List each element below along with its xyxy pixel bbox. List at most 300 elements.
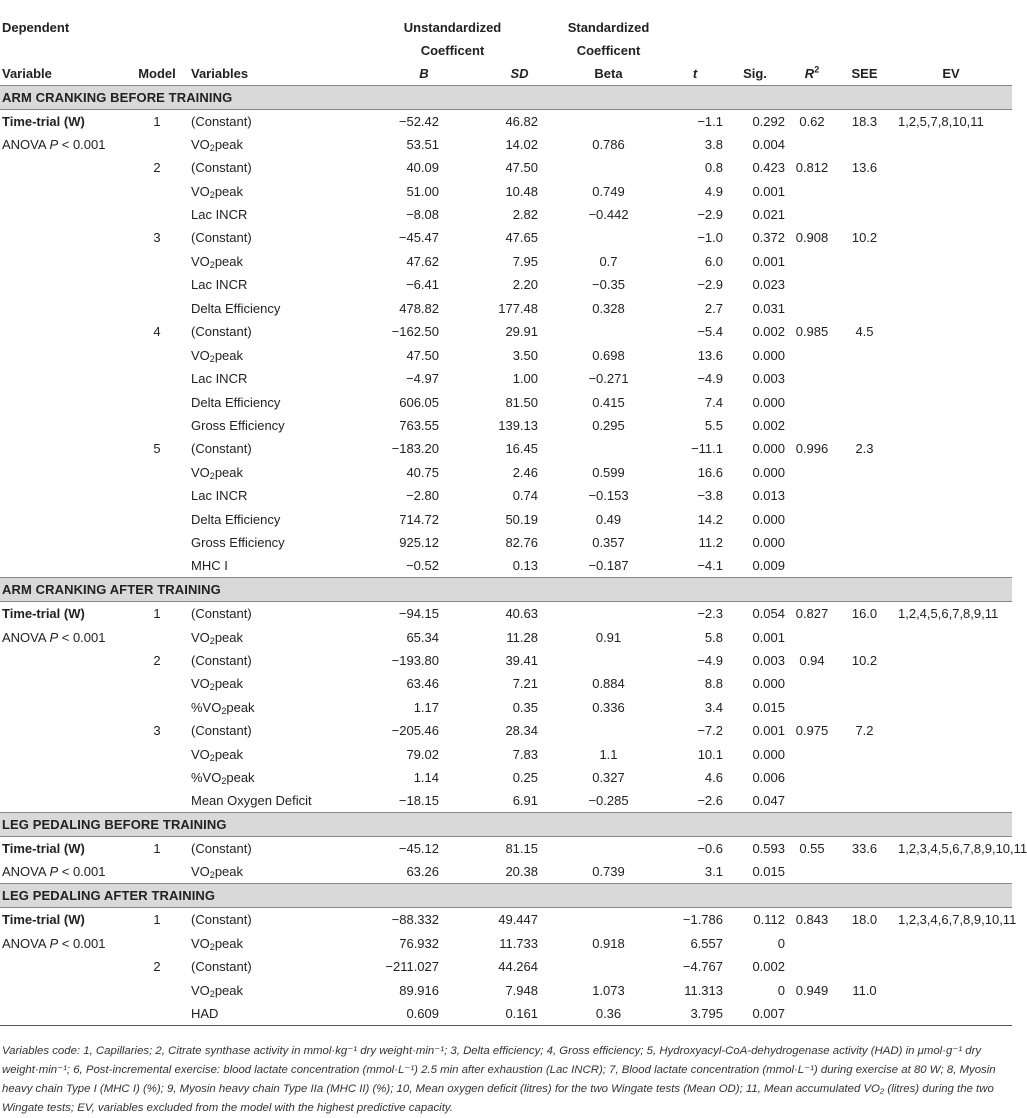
t-value: 11.313 xyxy=(684,982,723,998)
coef-beta xyxy=(552,719,665,742)
coef-beta: 0.918 xyxy=(592,935,625,951)
coef-b: −52.42 xyxy=(398,113,439,129)
coef-beta xyxy=(552,320,665,343)
variable: (Constant) xyxy=(191,324,252,340)
model xyxy=(131,484,183,507)
model xyxy=(131,531,183,554)
table-row xyxy=(0,133,1012,156)
excluded-variables xyxy=(890,437,1012,460)
variable: $VO_2peak$ xyxy=(191,183,244,200)
sig-value: 0.002 xyxy=(752,324,785,340)
see-value xyxy=(839,297,890,320)
variable: (Constant) xyxy=(191,653,252,669)
coef-beta xyxy=(552,156,665,179)
table-row xyxy=(0,531,1012,554)
r2-value xyxy=(785,343,839,366)
excluded-variables xyxy=(890,297,1012,320)
dependent-cell xyxy=(0,250,131,273)
coef-sd: 2.20 xyxy=(512,277,538,293)
variable: $VO_2peak$ xyxy=(191,982,244,999)
header-sd: SD xyxy=(510,65,529,81)
excluded-variables xyxy=(890,955,1012,978)
t-value: −11.1 xyxy=(691,441,723,457)
coef-sd: 39.41 xyxy=(505,653,538,669)
table-row xyxy=(0,437,1012,460)
model xyxy=(131,554,183,578)
model xyxy=(131,1002,183,1026)
table-row xyxy=(0,343,1012,366)
dependent-cell xyxy=(0,531,131,554)
sig-value: 0.000 xyxy=(752,746,785,762)
dependent-cell xyxy=(0,508,131,531)
table-row xyxy=(0,860,1012,884)
see-value: 7.2 xyxy=(855,723,874,739)
coef-beta: 0.739 xyxy=(592,864,625,880)
model xyxy=(131,343,183,366)
coef-sd: 11.733 xyxy=(499,935,538,951)
coef-b: 79.02 xyxy=(406,746,439,762)
variable: $VO_2peak$ xyxy=(191,935,244,952)
dependent-cell xyxy=(0,343,131,366)
t-value: 6.557 xyxy=(690,935,723,951)
dependent-cell xyxy=(0,743,131,766)
see-value xyxy=(839,390,890,413)
section-header xyxy=(0,578,1012,602)
see-value xyxy=(839,179,890,202)
excluded-variables xyxy=(890,133,1012,156)
coef-b: 763.55 xyxy=(399,417,439,433)
table-row xyxy=(0,766,1012,789)
t-value: −0.6 xyxy=(697,841,723,857)
coef-sd: 40.63 xyxy=(505,606,538,622)
dependent-cell xyxy=(0,437,131,460)
coef-sd: 177.48 xyxy=(498,300,538,316)
table-row xyxy=(0,978,1012,1001)
see-value: 33.6 xyxy=(851,841,878,857)
t-value: 3.795 xyxy=(690,1005,723,1021)
table-row xyxy=(0,414,1012,437)
dependent-cell xyxy=(0,156,131,179)
see-value xyxy=(839,789,890,813)
sig-value: 0.372 xyxy=(752,230,785,246)
header-variables: Variables xyxy=(191,65,249,81)
r2-value xyxy=(785,461,839,484)
sig-value: 0.112 xyxy=(753,912,785,928)
model: 4 xyxy=(153,324,161,340)
excluded-variables xyxy=(890,320,1012,343)
t-value: −4.9 xyxy=(697,653,723,669)
sig-value: 0.021 xyxy=(752,207,785,223)
model xyxy=(131,297,183,320)
see-value xyxy=(839,508,890,531)
r2-value xyxy=(785,1002,839,1026)
coef-sd: 81.15 xyxy=(505,841,538,857)
sig-value: 0.023 xyxy=(752,277,785,293)
dependent-cell xyxy=(0,273,131,296)
section-header xyxy=(0,813,1012,837)
sig-value: 0.054 xyxy=(752,606,785,622)
model xyxy=(131,273,183,296)
variable: Lac INCR xyxy=(191,277,248,293)
dependent-cell xyxy=(0,226,131,249)
dependent-cell xyxy=(0,978,131,1001)
coef-sd: 82.76 xyxy=(505,535,538,551)
coef-beta: 1.073 xyxy=(592,982,625,998)
coef-b: −45.12 xyxy=(398,841,439,857)
coef-beta: 0.786 xyxy=(592,136,625,152)
t-value: 8.8 xyxy=(704,676,723,692)
t-value: 3.4 xyxy=(704,699,723,715)
coef-sd: 10.48 xyxy=(505,183,538,199)
variable: Gross Efficiency xyxy=(191,417,285,433)
r2-value: 0.949 xyxy=(795,982,829,998)
variable: (Constant) xyxy=(191,912,252,928)
dependent-cell xyxy=(0,719,131,742)
coef-b: −94.15 xyxy=(398,606,439,622)
r2-value xyxy=(785,743,839,766)
coef-beta: −0.187 xyxy=(588,558,629,574)
model xyxy=(131,860,183,884)
table-row xyxy=(0,320,1012,343)
coef-b: 47.50 xyxy=(406,347,439,363)
dependent-cell xyxy=(0,390,131,413)
t-value: 0.8 xyxy=(704,160,723,176)
r2-value xyxy=(785,766,839,789)
model xyxy=(131,508,183,531)
model: 1 xyxy=(153,841,161,857)
see-value xyxy=(839,672,890,695)
coef-beta: 0.36 xyxy=(595,1005,622,1021)
sig-value: 0.002 xyxy=(752,417,785,433)
r2-value xyxy=(785,931,839,954)
coef-beta: 1.1 xyxy=(599,746,618,762)
r2-value: 0.55 xyxy=(799,841,825,857)
header-t: t xyxy=(692,65,698,81)
model xyxy=(131,672,183,695)
coef-beta: 0.357 xyxy=(592,535,625,551)
variable: (Constant) xyxy=(191,160,252,176)
t-value: 2.7 xyxy=(704,300,723,316)
variable: HAD xyxy=(191,1005,219,1021)
coef-b: 40.09 xyxy=(406,160,439,176)
see-value: 18.3 xyxy=(851,113,878,129)
excluded-variables: 1,2,3,4,5,6,7,8,9,10,11 xyxy=(898,841,1027,857)
coef-beta: 0.749 xyxy=(592,183,625,199)
variable: Gross Efficiency xyxy=(191,535,285,551)
dependent-cell xyxy=(0,414,131,437)
dependent-cell xyxy=(0,554,131,578)
excluded-variables xyxy=(890,766,1012,789)
section-title: ARM CRANKING AFTER TRAINING xyxy=(0,578,1012,602)
sig-value: 0.593 xyxy=(752,841,785,857)
header-b: B xyxy=(419,65,429,81)
excluded-variables xyxy=(890,931,1012,954)
dependent-cell xyxy=(0,179,131,202)
coef-sd: 2.82 xyxy=(512,207,538,223)
r2-value: 0.985 xyxy=(795,324,829,340)
variable: (Constant) xyxy=(191,959,252,975)
table-row xyxy=(0,672,1012,695)
excluded-variables xyxy=(890,978,1012,1001)
table-row xyxy=(0,203,1012,226)
sig-value: 0.003 xyxy=(752,371,785,387)
sig-value: 0.000 xyxy=(752,464,785,480)
dependent-cell: Time-trial (W) xyxy=(2,606,85,622)
table-row xyxy=(0,696,1012,719)
sig-value: 0.015 xyxy=(752,699,785,715)
see-value xyxy=(839,203,890,226)
excluded-variables xyxy=(890,860,1012,884)
model: 3 xyxy=(153,723,161,739)
header-see: SEE xyxy=(851,65,878,81)
section-title: ARM CRANKING BEFORE TRAINING xyxy=(0,85,1012,109)
see-value: 13.6 xyxy=(851,160,878,176)
coef-beta xyxy=(552,908,665,932)
coef-sd: 7.948 xyxy=(505,982,538,998)
coef-b: 1.17 xyxy=(413,699,439,715)
t-value: −3.8 xyxy=(697,488,723,504)
t-value: 16.6 xyxy=(697,464,723,480)
coef-beta: 0.698 xyxy=(592,347,625,363)
variable: Delta Efficiency xyxy=(191,394,281,410)
table-row xyxy=(0,508,1012,531)
see-value: 4.5 xyxy=(855,324,874,340)
coef-beta: 0.415 xyxy=(592,394,625,410)
dependent-cell xyxy=(0,320,131,343)
table-row xyxy=(0,297,1012,320)
model: 5 xyxy=(153,441,161,457)
coef-sd: 2.46 xyxy=(512,464,538,480)
header-standardized: Standardized Coefficent Beta xyxy=(552,0,665,85)
sig-value: 0.013 xyxy=(752,488,785,504)
sig-value: 0.000 xyxy=(752,535,785,551)
dependent-cell: ANOVA P < 0.001 xyxy=(2,935,106,951)
table-row xyxy=(0,109,1012,133)
t-value: −5.4 xyxy=(697,324,723,340)
table-row xyxy=(0,461,1012,484)
dependent-cell xyxy=(0,203,131,226)
excluded-variables xyxy=(890,508,1012,531)
r2-value xyxy=(785,789,839,813)
r2-value xyxy=(785,297,839,320)
table-row xyxy=(0,226,1012,249)
table-row xyxy=(0,743,1012,766)
dependent-cell: Time-trial (W) xyxy=(2,113,85,129)
sig-value: 0.001 xyxy=(752,253,785,269)
coef-b: −193.80 xyxy=(391,653,439,669)
coef-sd: 0.13 xyxy=(512,558,538,574)
dependent-cell xyxy=(0,789,131,813)
table-row xyxy=(0,837,1012,861)
header-beta: Beta xyxy=(594,65,623,81)
t-value: 13.6 xyxy=(697,347,723,363)
variable: (Constant) xyxy=(191,606,252,622)
excluded-variables xyxy=(890,554,1012,578)
t-value: 6.0 xyxy=(704,253,723,269)
r2-value xyxy=(785,390,839,413)
r2-value xyxy=(785,250,839,273)
sig-value: 0.000 xyxy=(752,441,785,457)
coef-b: −211.027 xyxy=(385,959,439,975)
coef-sd: 49.447 xyxy=(498,912,538,928)
model xyxy=(131,461,183,484)
coef-beta: 0.7 xyxy=(599,253,618,269)
coef-beta: −0.271 xyxy=(588,371,629,387)
t-value: −4.767 xyxy=(682,959,723,975)
sig-value: 0.292 xyxy=(752,113,785,129)
r2-value xyxy=(785,508,839,531)
coef-sd: 0.35 xyxy=(512,699,538,715)
excluded-variables xyxy=(890,226,1012,249)
variable: $\%VO_2peak$ xyxy=(191,770,255,787)
sig-value: 0.000 xyxy=(752,511,785,527)
coef-sd: 1.00 xyxy=(512,371,538,387)
dependent-cell: ANOVA P < 0.001 xyxy=(2,864,106,880)
excluded-variables xyxy=(890,484,1012,507)
table-row xyxy=(0,931,1012,954)
excluded-variables xyxy=(890,250,1012,273)
table-row xyxy=(0,719,1012,742)
sig-value: 0.006 xyxy=(752,770,785,786)
see-value xyxy=(839,1002,890,1026)
coef-b: −183.20 xyxy=(391,441,439,457)
coef-sd: 3.50 xyxy=(512,347,538,363)
header-ev: EV xyxy=(942,65,960,81)
excluded-variables xyxy=(890,649,1012,672)
coef-sd: 6.91 xyxy=(512,793,538,809)
sig-value: 0.001 xyxy=(752,629,785,645)
variable: (Constant) xyxy=(191,230,252,246)
sig-value: 0.009 xyxy=(752,558,785,574)
r2-value xyxy=(785,133,839,156)
variable: (Constant) xyxy=(191,723,252,739)
variable: $VO_2peak$ xyxy=(191,464,244,481)
variable: $VO_2peak$ xyxy=(191,676,244,693)
variable: Lac INCR xyxy=(191,207,248,223)
dependent-cell xyxy=(0,672,131,695)
variable: $VO_2peak$ xyxy=(191,136,244,153)
see-value: 16.0 xyxy=(851,606,878,622)
excluded-variables xyxy=(890,273,1012,296)
excluded-variables xyxy=(890,179,1012,202)
variable: Lac INCR xyxy=(191,488,248,504)
see-value xyxy=(839,133,890,156)
coef-b: 53.51 xyxy=(406,136,439,152)
r2-value xyxy=(785,273,839,296)
t-value: 3.8 xyxy=(704,136,723,152)
sig-value: 0.000 xyxy=(752,394,785,410)
coef-b: −162.50 xyxy=(391,324,439,340)
sig-value: 0.003 xyxy=(752,653,785,669)
see-value xyxy=(839,461,890,484)
model xyxy=(131,766,183,789)
r2-value xyxy=(785,625,839,648)
coef-beta: 0.884 xyxy=(592,676,625,692)
coef-sd: 0.161 xyxy=(505,1005,538,1021)
dependent-cell xyxy=(0,297,131,320)
header-dependent-variable: Dependent Variable xyxy=(2,19,70,81)
see-value xyxy=(839,743,890,766)
coef-b: 65.34 xyxy=(406,629,439,645)
coef-beta xyxy=(552,955,665,978)
coef-beta xyxy=(552,602,665,626)
dependent-cell xyxy=(0,1002,131,1026)
dependent-cell: ANOVA P < 0.001 xyxy=(2,629,106,645)
excluded-variables: 1,2,5,7,8,10,11 xyxy=(898,113,984,129)
excluded-variables xyxy=(890,390,1012,413)
model xyxy=(131,696,183,719)
coef-sd: 29.91 xyxy=(505,324,538,340)
see-value xyxy=(839,625,890,648)
table-row xyxy=(0,367,1012,390)
coef-beta: −0.442 xyxy=(588,207,629,223)
excluded-variables: 1,2,3,4,6,7,8,9,10,11 xyxy=(898,912,1017,928)
t-value: 10.1 xyxy=(697,746,723,762)
model xyxy=(131,743,183,766)
excluded-variables xyxy=(890,343,1012,366)
dependent-cell: Time-trial (W) xyxy=(2,912,85,928)
see-value xyxy=(839,484,890,507)
model xyxy=(131,367,183,390)
coef-beta: 0.327 xyxy=(592,770,625,786)
r2-value xyxy=(785,696,839,719)
coef-sd: 7.95 xyxy=(512,253,538,269)
variable: $VO_2peak$ xyxy=(191,629,244,646)
see-value xyxy=(839,250,890,273)
variable: $\%VO_2peak$ xyxy=(191,699,255,716)
coef-sd: 7.83 xyxy=(512,746,538,762)
table-row xyxy=(0,390,1012,413)
table-header xyxy=(0,0,1012,85)
dependent-cell xyxy=(0,766,131,789)
coef-sd: 0.74 xyxy=(512,488,538,504)
coef-b: 89.916 xyxy=(399,982,439,998)
sig-value: 0.002 xyxy=(752,959,785,975)
variable: (Constant) xyxy=(191,113,252,129)
excluded-variables xyxy=(890,461,1012,484)
see-value xyxy=(839,273,890,296)
t-value: 5.8 xyxy=(704,629,723,645)
coef-beta: 0.49 xyxy=(595,511,622,527)
t-value: −2.9 xyxy=(697,207,723,223)
model xyxy=(131,250,183,273)
coef-sd: 50.19 xyxy=(505,511,538,527)
t-value: −1.0 xyxy=(697,230,723,246)
coef-b: −0.52 xyxy=(406,558,439,574)
model: 1 xyxy=(153,113,161,129)
coef-sd: 0.25 xyxy=(512,770,538,786)
table-row xyxy=(0,955,1012,978)
coef-sd: 47.50 xyxy=(505,160,538,176)
coef-b: 606.05 xyxy=(399,394,439,410)
see-value xyxy=(839,414,890,437)
dependent-cell xyxy=(0,367,131,390)
sig-value: 0.015 xyxy=(752,864,785,880)
variable: MHC I xyxy=(191,558,228,574)
see-value: 10.2 xyxy=(851,653,878,669)
see-value: 11.0 xyxy=(852,982,877,998)
coef-beta: 0.336 xyxy=(592,699,625,715)
dependent-cell xyxy=(0,696,131,719)
excluded-variables xyxy=(890,367,1012,390)
coef-sd: 46.82 xyxy=(505,113,538,129)
coef-beta: −0.153 xyxy=(588,488,629,504)
t-value: 4.6 xyxy=(704,770,723,786)
see-value xyxy=(839,860,890,884)
coef-sd: 14.02 xyxy=(505,136,538,152)
variable: $VO_2peak$ xyxy=(191,253,244,270)
coef-b: −8.08 xyxy=(406,207,439,223)
